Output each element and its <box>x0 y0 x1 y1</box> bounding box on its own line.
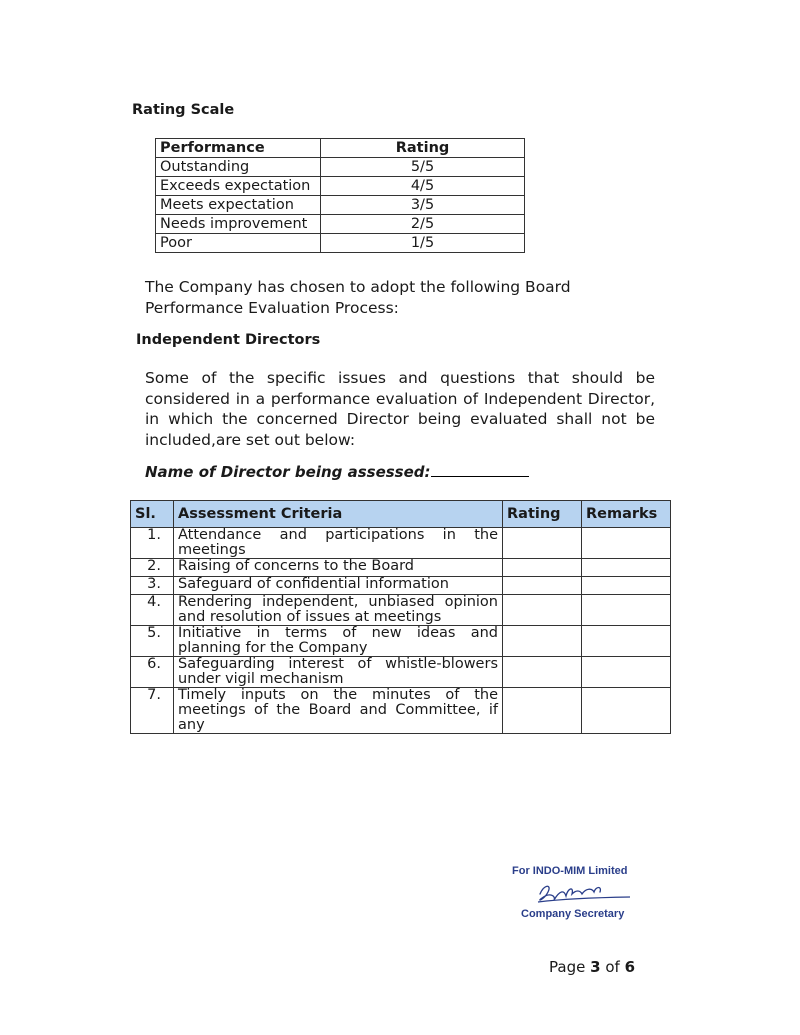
page-of-label: of <box>605 958 620 976</box>
rating-cell: 4/5 <box>321 177 525 196</box>
rating-cell: 5/5 <box>321 158 525 177</box>
performance-cell: Outstanding <box>156 158 321 177</box>
table-row <box>131 577 671 595</box>
table-row <box>131 528 671 559</box>
rating-table-header-row <box>156 139 525 158</box>
assessment-header-row <box>131 501 671 528</box>
rating-input-cell[interactable] <box>503 626 582 657</box>
section-paragraph: Some of the specific issues and questions that should be considered in a performance evaluation of Independent Director, in which the concerned Director being evaluated shall not be included,are set out below: <box>145 369 655 449</box>
remarks-input-cell[interactable] <box>582 688 671 734</box>
table-row <box>131 688 671 734</box>
criteria-cell: Initiative in terms of new ideas and planning for the Company <box>174 626 503 657</box>
remarks-input-cell[interactable] <box>582 559 671 577</box>
table-row <box>131 559 671 577</box>
sl-cell: 2. <box>131 559 174 577</box>
remarks-input-cell[interactable] <box>582 626 671 657</box>
stamp-title: Company Secretary <box>521 908 625 920</box>
rating-column-header: Rating <box>321 139 525 158</box>
performance-cell: Exceeds expectation <box>156 177 321 196</box>
signature-image <box>530 880 640 910</box>
director-name-line <box>145 463 529 481</box>
director-name-label: Name of Director being assessed: <box>145 463 431 481</box>
table-row <box>131 595 671 626</box>
rating-scale-heading: Rating Scale <box>132 102 235 118</box>
criteria-cell: Raising of concerns to the Board <box>174 559 503 577</box>
stamp-company-name: For INDO-MIM Limited <box>512 865 628 877</box>
criteria-cell: Safeguard of confidential information <box>174 577 503 595</box>
rating-scale-table <box>155 138 525 253</box>
criteria-column-header: Assessment Criteria <box>174 501 503 528</box>
rating-input-cell[interactable] <box>503 657 582 688</box>
sl-cell: 5. <box>131 626 174 657</box>
assessment-table <box>130 500 671 734</box>
rating-column-header: Rating <box>503 501 582 528</box>
criteria-cell: Safeguarding interest of whistle-blowers under vigil mechanism <box>174 657 503 688</box>
sl-cell: 1. <box>131 528 174 559</box>
rating-input-cell[interactable] <box>503 577 582 595</box>
criteria-cell: Attendance and participations in the meetings <box>174 528 503 559</box>
page-label: Page <box>549 958 586 976</box>
performance-cell: Needs improvement <box>156 215 321 234</box>
sl-cell: 6. <box>131 657 174 688</box>
director-name-blank[interactable] <box>431 464 529 477</box>
intro-paragraph: The Company has chosen to adopt the following Board Performance Evaluation Process: <box>145 278 571 317</box>
table-row <box>156 177 525 196</box>
performance-column-header: Performance <box>156 139 321 158</box>
rating-cell: 2/5 <box>321 215 525 234</box>
performance-cell: Poor <box>156 234 321 253</box>
table-row <box>131 657 671 688</box>
total-pages: 6 <box>624 958 636 976</box>
sl-column-header: Sl. <box>131 501 174 528</box>
table-row <box>131 626 671 657</box>
remarks-input-cell[interactable] <box>582 577 671 595</box>
table-row <box>156 158 525 177</box>
table-row <box>156 215 525 234</box>
table-row <box>156 234 525 253</box>
sl-cell: 7. <box>131 688 174 734</box>
current-page: 3 <box>590 958 601 976</box>
remarks-input-cell[interactable] <box>582 657 671 688</box>
independent-directors-heading: Independent Directors <box>136 332 321 348</box>
criteria-cell: Timely inputs on the minutes of the meetings of the Board and Committee, if any <box>174 688 503 734</box>
criteria-cell: Rendering independent, unbiased opinion and resolution of issues at meetings <box>174 595 503 626</box>
rating-input-cell[interactable] <box>503 688 582 734</box>
table-row <box>156 196 525 215</box>
page-number <box>549 958 635 976</box>
remarks-input-cell[interactable] <box>582 528 671 559</box>
rating-cell: 1/5 <box>321 234 525 253</box>
remarks-input-cell[interactable] <box>582 595 671 626</box>
sl-cell: 3. <box>131 577 174 595</box>
rating-cell: 3/5 <box>321 196 525 215</box>
rating-input-cell[interactable] <box>503 559 582 577</box>
sl-cell: 4. <box>131 595 174 626</box>
remarks-column-header: Remarks <box>582 501 671 528</box>
performance-cell: Meets expectation <box>156 196 321 215</box>
rating-input-cell[interactable] <box>503 528 582 559</box>
rating-input-cell[interactable] <box>503 595 582 626</box>
